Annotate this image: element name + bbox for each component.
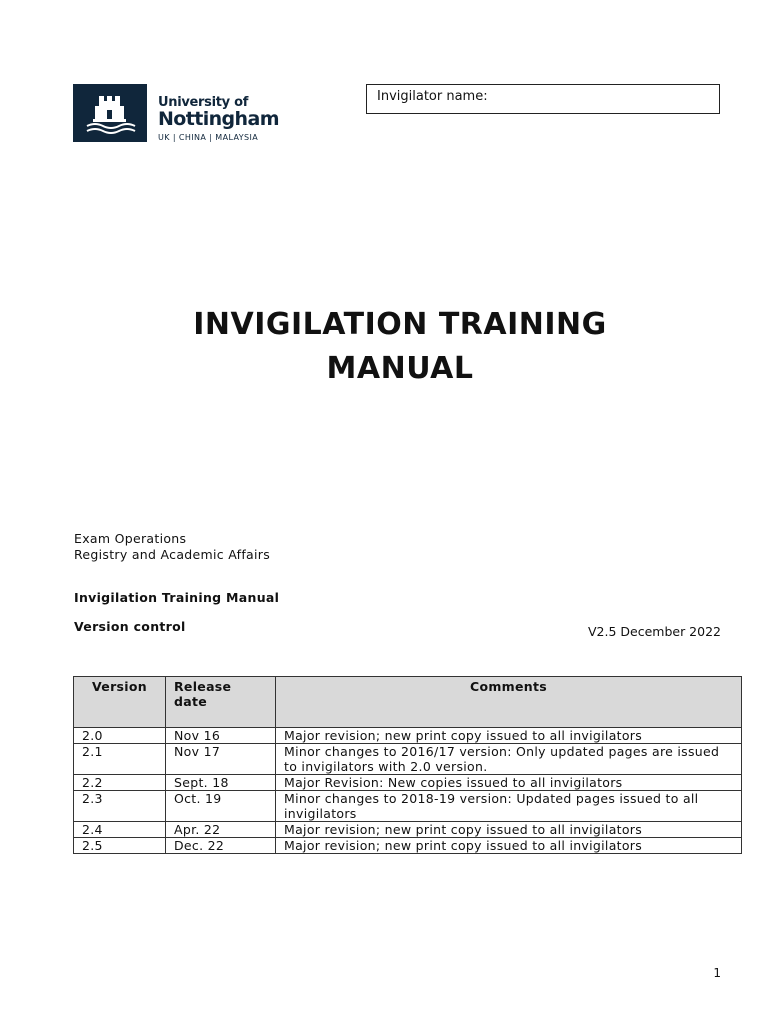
cell-version: 2.5 [74,838,166,854]
header-comments: Comments [276,677,742,728]
title-line-2: MANUAL [326,351,474,386]
invigilator-name-label: Invigilator name: [377,89,488,104]
logo-text-nottingham: Nottingham [158,108,279,130]
version-control-heading: Version control [74,619,186,634]
cell-release-date: Nov 16 [166,728,276,744]
cell-comments: Major revision; new print copy issued to all invigilators [276,838,742,854]
cell-version: 2.1 [74,744,166,775]
castle-crest-icon [73,84,147,142]
table-row [74,791,742,822]
cell-release-date: Dec. 22 [166,838,276,854]
header-release-date: Release date [166,677,276,728]
page-number: 1 [713,966,721,980]
invigilator-name-field[interactable] [366,84,720,114]
cell-comments: Major revision; new print copy issued to all invigilators [276,822,742,838]
manual-title: Invigilation Training Manual [74,590,280,605]
cell-release-date: Oct. 19 [166,791,276,822]
cell-release-date: Apr. 22 [166,822,276,838]
logo-text-university-of: University of [158,95,249,110]
cell-version: 2.4 [74,822,166,838]
cell-comments: Major revision; new print copy issued to all invigilators [276,728,742,744]
department-line-2: Registry and Academic Affairs [74,547,271,562]
document-title [100,303,700,391]
cell-version: 2.0 [74,728,166,744]
logo-text-campuses: UK | CHINA | MALAYSIA [158,133,259,142]
cell-comments: Minor changes to 2016/17 version: Only updated pages are issued to invigilators with 2.0 version. [276,744,742,775]
table-row [74,838,742,854]
cell-release-date: Sept. 18 [166,775,276,791]
table-header-row [74,677,742,728]
cell-comments: Major Revision: New copies issued to all invigilators [276,775,742,791]
version-table [73,676,742,854]
cell-comments: Minor changes to 2018-19 version: Updated pages issued to all invigilators [276,791,742,822]
table-row [74,744,742,775]
header-version: Version [74,677,166,728]
cell-version: 2.3 [74,791,166,822]
cell-version: 2.2 [74,775,166,791]
table-row [74,728,742,744]
department-line-1: Exam Operations [74,531,187,546]
cell-release-date: Nov 17 [166,744,276,775]
table-row [74,775,742,791]
version-date: V2.5 December 2022 [587,624,721,639]
table-row [74,822,742,838]
department-block [74,531,270,563]
university-logo [73,84,279,144]
title-line-1: INVIGILATION TRAINING [193,307,607,342]
